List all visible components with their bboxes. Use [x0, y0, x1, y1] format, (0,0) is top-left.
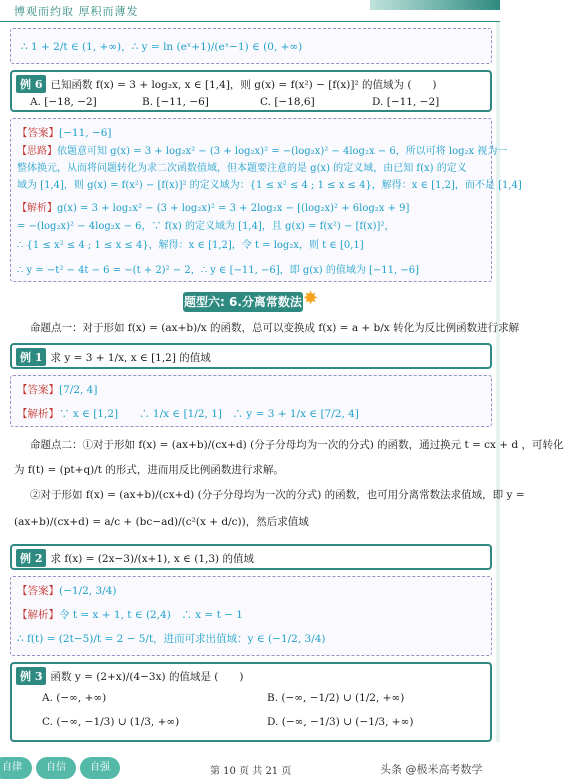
example-3-question-box: [10, 662, 492, 742]
star-icon: ✸: [303, 288, 319, 309]
example-3-question: [16, 667, 244, 685]
solution-tag: 【解析】: [17, 609, 59, 621]
solution-line-2: = −(log₂x)² − 4log₂x − 6，∵ f(x) 的定义域为 [1,4]，且 g(x) = f(x²) − [f(x)]²，: [17, 221, 395, 232]
example-2-question-text: 求 f(x) = (2x−3)/(x+1), x ∈ (1,3) 的值域: [50, 553, 254, 565]
example-1-label: 例 1: [16, 348, 46, 366]
example-2-solution-box: [10, 576, 492, 656]
example-1-question-text: 求 y = 3 + 1/x, x ∈ [1,2] 的值域: [50, 352, 211, 364]
option-a: A. [−18, −2]: [30, 96, 97, 108]
proposition-1: 命题点一：对于形如 f(x) = (ax+b)/x 的函数，总可以变换成 f(x) = a + b/x 转化为反比例函数进行求解: [30, 322, 520, 334]
answer-value: (−1/2, 3/4): [59, 585, 117, 597]
example-1-answer: [17, 382, 97, 397]
option-b: B. [−11, −6]: [142, 96, 209, 108]
answer-tag: 【答案】: [17, 384, 59, 396]
example-2-question: [16, 549, 254, 567]
option-b: B. (−∞, −1/2) ∪ (1/2, +∞): [267, 692, 405, 704]
example-6-label: 例 6: [16, 75, 46, 93]
example-6-question: [16, 75, 437, 93]
solution-line-1: [17, 199, 409, 214]
idea-line-3: 域为 [1,4]，则 g(x) = f(x²) − [f(x)]² 的定义域为：{1 ≤ x² ≤ 4 ; 1 ≤ x ≤ 4}，解得：x ∈ [1,2]，而不是 [1,4]: [17, 180, 522, 191]
proposition-2-line-3: ②对于形如 f(x) = (ax+b)/(cx+d) (分子分母均为一次的分式) 的函数，也可用分离常数法求值域，即 y =: [30, 489, 525, 501]
side-decoration: [496, 22, 500, 742]
example-2-solution-2: ∴ f(t) = (2t−5)/t = 2 − 5/t，进而可求出值域：y ∈ (−1/2, 3/4): [17, 633, 326, 645]
page-number: 第 10 页 共 21 页: [210, 766, 292, 777]
footer-pill-3: 自强: [80, 757, 120, 779]
page-footer: [0, 752, 500, 783]
solution-text-1: g(x) = 3 + log₂x² − (3 + log₂x)² = 3 + 2log₂x − [(log₂x)² + 6log₂x + 9]: [57, 203, 410, 214]
footer-pill-1: 自律: [0, 757, 32, 779]
solution-text-1: 令 t = x + 1, t ∈ (2,4) ∴ x = t − 1: [59, 609, 243, 621]
example-1-solution-box: [10, 375, 492, 427]
example-1-question: [16, 348, 211, 366]
example-2-question-box: [10, 544, 492, 570]
solution-tag: 【解析】: [17, 408, 59, 420]
idea-line-2: 整体换元，从而将问题转化为求二次函数值域，但本题要注意的是 g(x) 的定义域，由已知 f(x) 的定义: [17, 163, 467, 174]
solution-line-4: ∴ y = −t² − 4t − 6 = −(t + 2)² − 2，∴ y ∈ [−11, −6]，即 g(x) 的值域为 [−11, −6]: [17, 265, 420, 276]
example-3-question-text: 函数 y = (2+x)/(4−3x) 的值域是 ( ): [50, 671, 244, 683]
answer-tag: 【答案】: [17, 585, 59, 597]
solution-tag: 【解析】: [17, 203, 57, 214]
example-3-label: 例 3: [16, 667, 46, 685]
example-1-solution: [17, 406, 359, 421]
example-6-answer: [17, 125, 112, 140]
footer-pill-2: 自信: [36, 757, 76, 779]
example-2-label: 例 2: [16, 549, 46, 567]
option-d: D. (−∞, −1/3) ∪ (−1/3, +∞): [267, 716, 414, 728]
header-title: 博观而约取 厚积而薄发: [14, 5, 139, 18]
idea-line-1: [17, 142, 507, 157]
example-2-solution-1: [17, 607, 243, 622]
answer-value: [−11, −6]: [59, 127, 112, 139]
proposition-2-line-4: (ax+b)/(cx+d) = a/c + (bc−ad)/(c²(x + d/c))，然后求值域: [14, 516, 309, 528]
example-6-question-text: 已知函数 f(x) = 3 + log₂x, x ∈ [1,4]，则 g(x) = f(x²) − [f(x)]² 的值域为 ( ): [50, 79, 437, 91]
solution-line-3: ∴ {1 ≤ x² ≤ 4 ; 1 ≤ x ≤ 4}，解得：x ∈ [1,2]，令 t = log₂x，则 t ∈ [0,1]: [17, 240, 364, 251]
answer-tag: 【答案】: [17, 127, 59, 139]
prev-solution-line: ∴ 1 + 2/t ∈ (1, +∞)，∴ y = ln (eˣ+1)/(eˣ−1) ∈ (0, +∞): [21, 41, 303, 53]
answer-value: [7/2, 4]: [59, 384, 98, 396]
header-decoration: [370, 0, 500, 10]
example-2-answer: [17, 583, 116, 598]
prev-solution-box: [10, 28, 492, 64]
section-title: 题型六: 6.分离常数法: [183, 292, 303, 312]
option-d: D. [−11, −2]: [372, 96, 440, 108]
watermark: 头条 @极米高考数学: [380, 763, 483, 776]
example-6-solution-box: [10, 118, 522, 282]
proposition-2-line-2: 为 f(t) = (pt+q)/t 的形式，进而用反比例函数进行求解。: [14, 464, 284, 476]
page-header: [0, 0, 500, 22]
proposition-2-line-1: 命题点二：①对于形如 f(x) = (ax+b)/(cx+d) (分子分母均为一次的分式) 的函数，通过换元 t = cx + d ，可转化: [30, 439, 564, 451]
example-6-question-box: [10, 70, 492, 112]
idea-tag: 【思路】: [17, 146, 57, 157]
idea-text-1: 依题意可知 g(x) = 3 + log₂x² − (3 + log₂x)² = −(log₂x)² − 4log₂x − 6，所以可将 log₂x 视为一: [57, 146, 508, 157]
option-a: A. (−∞, +∞): [42, 692, 107, 704]
solution-text: ∵ x ∈ [1,2] ∴ 1/x ∈ [1/2, 1] ∴ y = 3 + 1/x ∈ [7/2, 4]: [59, 408, 359, 420]
option-c: C. (−∞, −1/3) ∪ (1/3, +∞): [42, 716, 180, 728]
example-1-question-box: [10, 343, 492, 369]
option-c: C. [−18,6]: [260, 96, 315, 108]
